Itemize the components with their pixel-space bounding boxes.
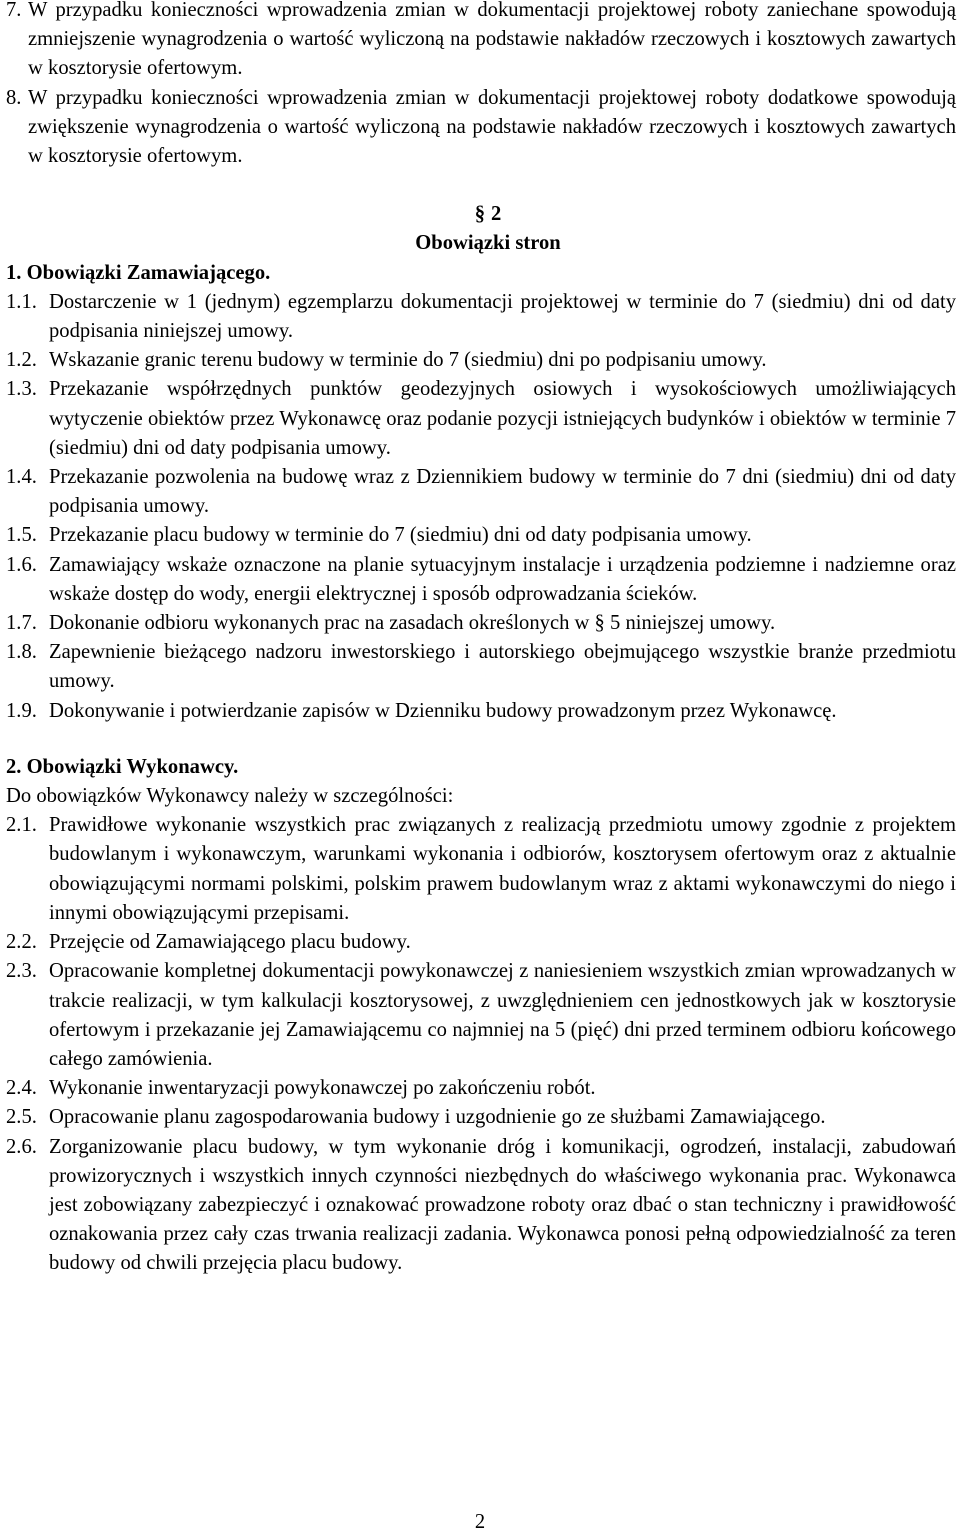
- item-text: Dostarczenie w 1 (jednym) egzemplarzu dokumentacji projektowej w terminie do 7 (siedmiu) dni od daty podpisania niniejszej umowy.: [49, 290, 956, 343]
- item-number: 2.5.: [6, 1106, 37, 1129]
- item-number: 1.3.: [6, 378, 37, 401]
- list-item: [6, 957, 956, 1074]
- list-item: [6, 811, 956, 928]
- item-text: Przekazanie placu budowy w terminie do 7 (siedmiu) dni od daty podpisania umowy.: [49, 524, 752, 547]
- item-number: 1.7.: [6, 612, 37, 635]
- item-text: Zapewnienie bieżącego nadzoru inwestorskiego i autorskiego obejmującego wszystkie branże przedmiotu umowy.: [49, 641, 956, 693]
- item-number: 1.9.: [6, 699, 37, 722]
- list-item: [6, 697, 956, 726]
- list-item: [6, 551, 956, 609]
- document-page: [6, 0, 956, 1279]
- item-text: Zamawiający wskaże oznaczone na planie sytuacyjnym instalacje i urządzenia podziemne i nadziemne oraz wskaże dostęp do wody, energii elektrycznej i sposób odprowadzania ścieków.: [49, 553, 956, 605]
- item-text: Wykonanie inwentaryzacji powykonawczej po zakończeniu robót.: [49, 1077, 596, 1100]
- list-item: [6, 84, 956, 172]
- item-number: 2.1.: [6, 814, 37, 837]
- item-number: 1.1.: [6, 290, 37, 313]
- section-number-value: 2: [491, 203, 502, 226]
- item-number: 8.: [6, 86, 22, 109]
- section-sign-icon: §: [474, 203, 485, 226]
- item-number: 7.: [6, 0, 22, 21]
- item-text: Przejęcie od Zamawiającego placu budowy.: [49, 931, 411, 954]
- list-item: [6, 521, 956, 550]
- item-number: 2.4.: [6, 1077, 37, 1100]
- item-text: Opracowanie kompletnej dokumentacji powykonawczej z naniesieniem wszystkich zmian wprowadzanych w trakcie realizacji, w tym kalkulacji kosztorysowej, z uwzględnieniem cen jednostkowych jak w kosztorysie ofertowym i przekazanie jej Zamawiającemu co najmniej na 5 (pięć) dni przed terminem odbioru końcowego całego zamówienia.: [49, 960, 956, 1070]
- list-item: [6, 928, 956, 957]
- item-number: 2.2.: [6, 931, 37, 954]
- list-item: [6, 638, 956, 696]
- item-text: Prawidłowe wykonanie wszystkich prac związanych z realizacją przedmiotu umowy zgodnie z projektem budowlanym i wykonawczym, warunkami wykonania i odbiorów, kosztorysem ofertowym oraz z aktualnie obowiązującymi normami polskimi, polskim prawem budowlanym wraz z aktami wykonawczymi do niego i innymi obowiązującymi przepisami.: [49, 814, 956, 924]
- item-text: Wskazanie granic terenu budowy w terminie do 7 (siedmiu) dni po podpisaniu umowy.: [49, 349, 767, 372]
- part1-heading: 1. Obowiązki Zamawiającego.: [6, 261, 271, 284]
- item-text: W przypadku konieczności wprowadzenia zmian w dokumentacji projektowej roboty dodatkowe spowodują zwiększenie wynagrodzenia o wartość wyliczoną na podstawie nakładów rzeczowych i kosztowych zawartych w kosztorysie ofertowym.: [28, 86, 956, 168]
- part2-intro: Do obowiązków Wykonawcy należy w szczególności:: [6, 785, 454, 808]
- item-number: 1.2.: [6, 349, 37, 372]
- section-number: [6, 200, 956, 229]
- item-text: Zorganizowanie placu budowy, w tym wykonanie dróg i komunikacji, ogrodzeń, instalacji, zabudowań prowizorycznych i wszystkich innych czynności niezbędnych do właściwego wykonania prac. Wykonawca jest zobowiązany zabezpieczyć i oznakować prowadzone roboty oraz dbać o stan techniczny i prawidłowość oznakowania przez cały czas trwania realizacji zadania. Wykonawca ponosi pełną odpowiedzialność za teren budowy od chwili przejęcia placu budowy.: [49, 1135, 956, 1275]
- list-item: [6, 1103, 956, 1132]
- list-item: [6, 375, 956, 463]
- item-text: Dokonywanie i potwierdzanie zapisów w Dzienniku budowy prowadzonym przez Wykonawcę.: [49, 699, 837, 722]
- item-number: 1.6.: [6, 553, 37, 576]
- list-item: [6, 1074, 956, 1103]
- item-text: W przypadku konieczności wprowadzenia zmian w dokumentacji projektowej roboty zaniechane spowodują zmniejszenie wynagrodzenia o wartość wyliczoną na podstawie nakładów rzeczowych i kosztowych zawartych w kosztorysie ofertowym.: [28, 0, 956, 80]
- list-item: [6, 346, 956, 375]
- item-text: Dokonanie odbioru wykonanych prac na zasadach określonych w § 5 niniejszej umowy.: [49, 612, 776, 635]
- item-text: Przekazanie pozwolenia na budowę wraz z Dziennikiem budowy w terminie do 7 dni (siedmiu) dni od daty podpisania umowy.: [49, 466, 956, 518]
- list-item: [6, 609, 956, 638]
- list-item: [6, 1133, 956, 1279]
- item-number: 2.6.: [6, 1135, 37, 1158]
- list-item: [6, 0, 956, 84]
- item-number: 1.5.: [6, 524, 37, 547]
- part2-heading: 2. Obowiązki Wykonawcy.: [6, 755, 239, 778]
- item-number: 1.4.: [6, 466, 37, 489]
- item-number: 1.8.: [6, 641, 37, 664]
- item-text: Opracowanie planu zagospodarowania budowy i uzgodnienie go ze służbami Zamawiającego.: [49, 1106, 826, 1129]
- list-item: [6, 463, 956, 521]
- page-number: 2: [474, 1511, 486, 1533]
- section-title: Obowiązki stron: [415, 232, 561, 255]
- list-item: [6, 288, 956, 346]
- spacer: [6, 726, 956, 753]
- item-number: 2.3.: [6, 960, 37, 983]
- spacer: [6, 171, 956, 200]
- item-text: Przekazanie współrzędnych punktów geodezyjnych osiowych i wysokościowych umożliwiających wytyczenie obiektów przez Wykonawcę oraz podanie pozycji istniejących budynków i obiektów w terminie 7 (siedmiu) dni od daty podpisania umowy.: [49, 378, 956, 459]
